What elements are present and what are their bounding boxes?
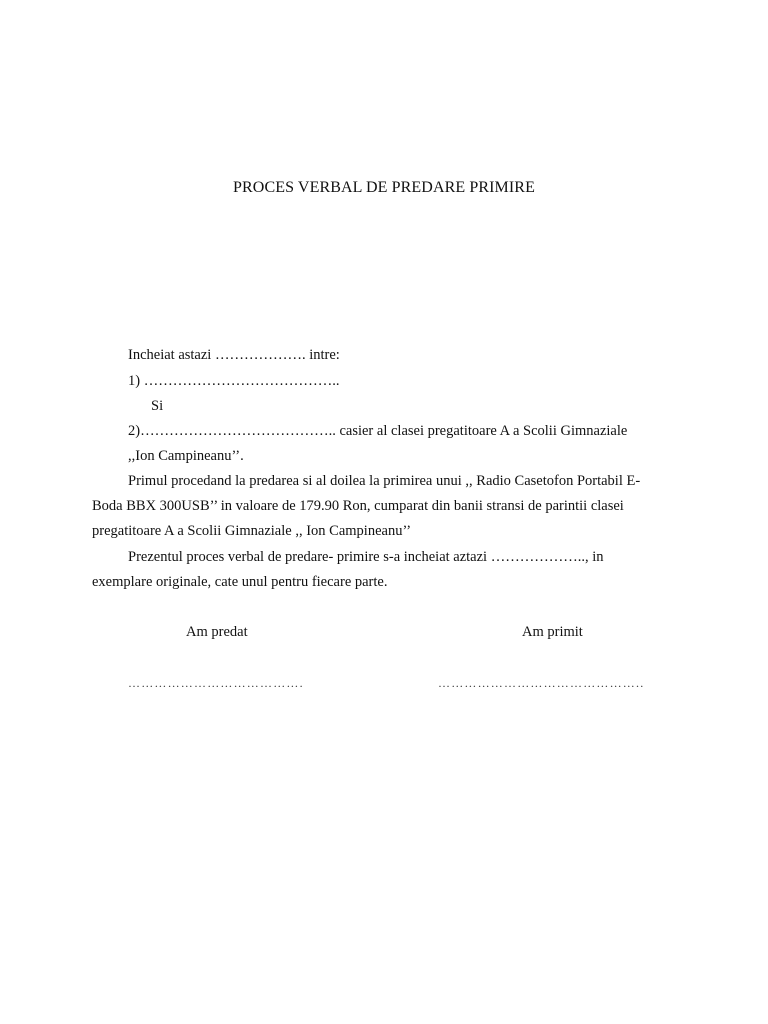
party-two-line: 2)………………………………….. casier al clasei pregatitoare A a Scolii Gimnaziale (128, 423, 628, 439)
paragraph-one-line-3: pregatitoare A a Scolii Gimnaziale ,, Ion Campineanu’’ (92, 523, 412, 539)
conjunction-line: Si (151, 398, 164, 414)
paragraph-one-line-2: Boda BBX 300USB’’ in valoare de 179.90 Ron, cumparat din banii stransi de parintii clasei (92, 498, 624, 514)
party-one-line: 1) ………………………………….. (128, 373, 340, 389)
opening-line: Incheiat astazi ………………. intre: (128, 347, 340, 363)
received-signature-line: ……………………………………….. (438, 676, 645, 690)
handed-over-label: Am predat (186, 624, 248, 640)
school-name-line: ,,Ion Campineanu’’. (128, 448, 244, 464)
paragraph-two-line-2: exemplare originale, cate unul pentru fiecare parte. (92, 574, 388, 590)
paragraph-one-line-1: Primul procedand la predarea si al doilea la primirea unui ,, Radio Casetofon Portabil E- (128, 473, 641, 489)
paragraph-two-line-1: Prezentul proces verbal de predare- primire s-a incheiat aztazi ……………….., in (128, 549, 604, 565)
document-title: PROCES VERBAL DE PREDARE PRIMIRE (233, 179, 535, 196)
handed-over-signature-line: …………………………………. (128, 676, 304, 690)
received-label: Am primit (522, 624, 583, 640)
